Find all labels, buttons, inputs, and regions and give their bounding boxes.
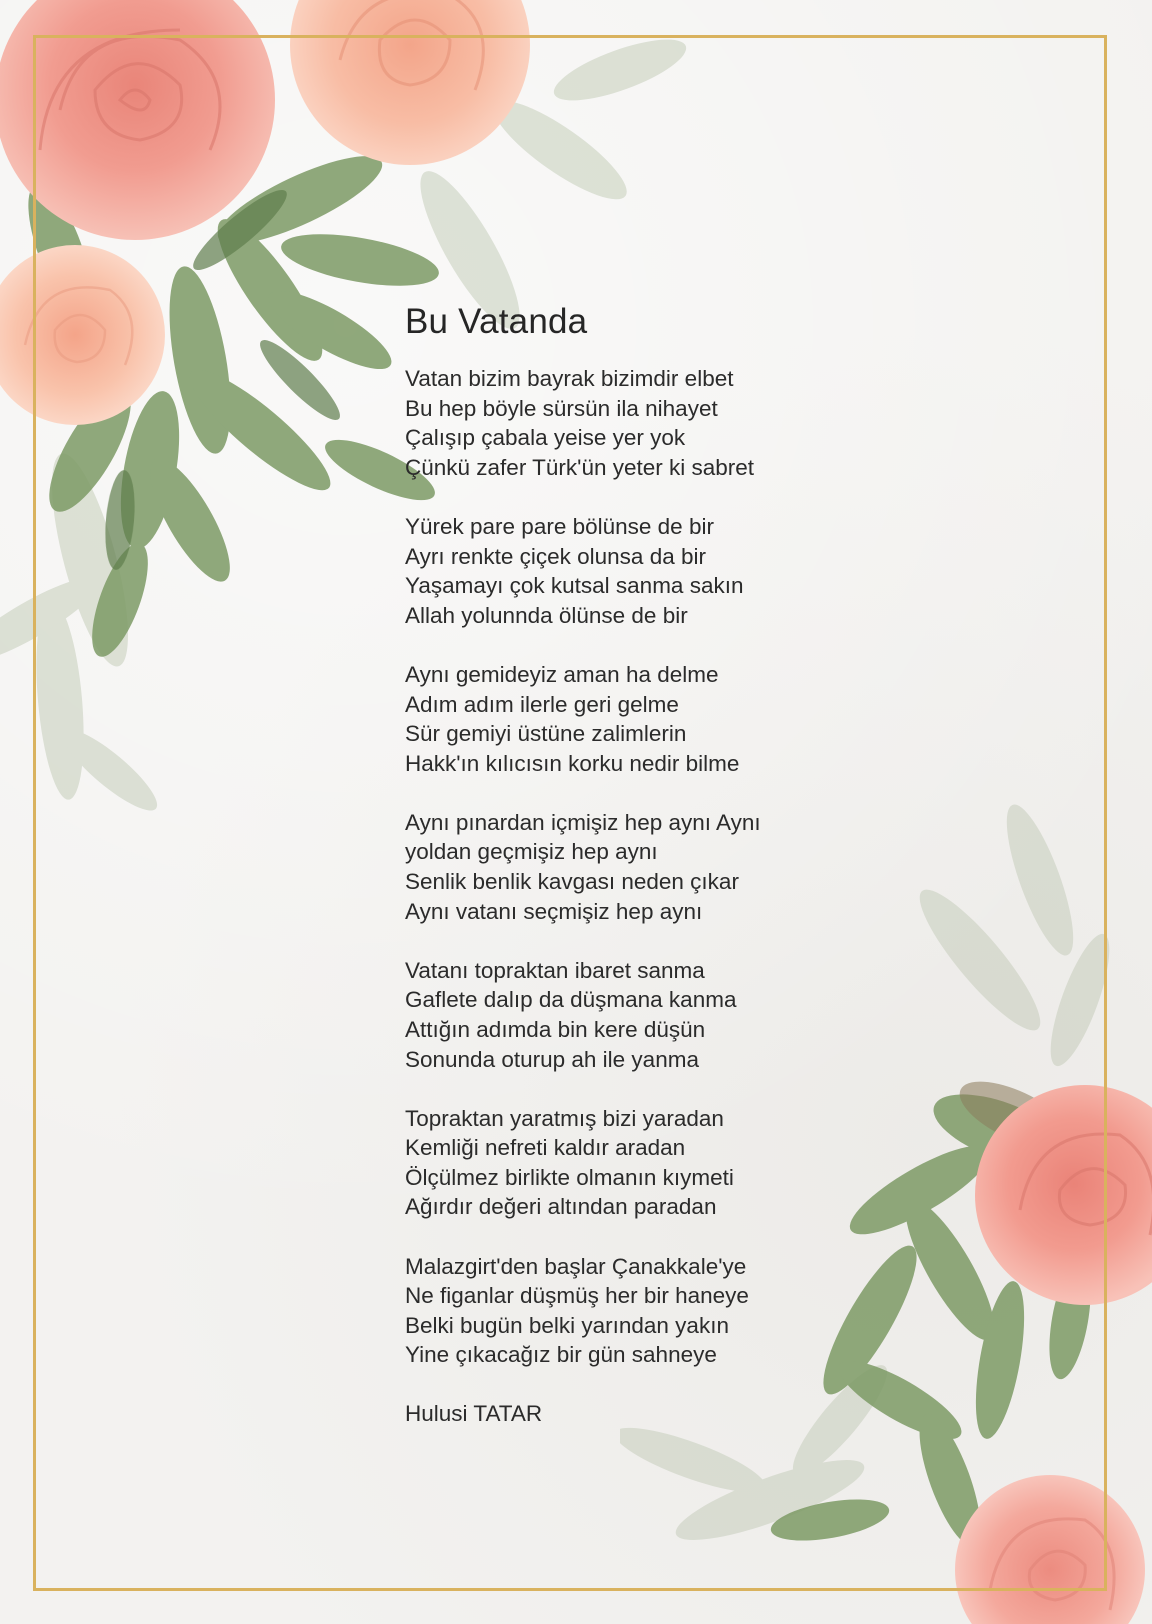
poem-title: Bu Vatanda [405,302,588,341]
poem-line: Bu hep böyle sürsün ila nihayet [405,395,718,421]
poem-line: Topraktan yaratmış bizi yaradan [405,1105,724,1131]
stanza [405,512,825,630]
stanza [405,364,825,482]
poem-line: Ayrı renkte çiçek olunsa da bir [405,543,706,569]
poem-line: Senlik benlik kavgası neden çıkar [405,869,739,895]
poem-line: Attığın adımda bin kere düşün [405,1016,706,1042]
poem-line: Ağırdır değeri altından paradan [405,1194,717,1220]
poem-line: Yürek pare pare bölünse de bir [405,514,714,540]
poem-line: Gaflete dalıp da düşmana kanma [405,987,737,1013]
poem-line: Çalışıp çabala yeise yer yok [405,425,686,451]
poem-line: Vatan bizim bayrak bizimdir elbet [405,366,734,392]
poem-line: Belki bugün belki yarından yakın [405,1312,729,1338]
poem [405,302,825,1429]
poem-line: Sür gemiyi üstüne zalimlerin [405,721,687,747]
poem-line: Adım adım ilerle geri gelme [405,691,679,717]
poem-line: Ne figanlar düşmüş her bir haneye [405,1283,749,1309]
poem-line: Malazgirt'den başlar Çanakkale'ye [405,1253,747,1279]
poem-line: Sonunda oturup ah ile yanma [405,1046,699,1072]
poem-author: Hulusi TATAR [405,1401,543,1427]
poem-line: Vatanı topraktan ibaret sanma [405,957,705,983]
poem-line: yoldan geçmişiz hep aynı [405,839,658,865]
poem-line: Aynı gemideyiz aman ha delme [405,662,719,687]
stanza [405,660,825,778]
stanza [405,1252,825,1370]
poem-line: Hakk'ın kılıcısın korku nedir bilme [405,750,740,776]
poem-line: Yine çıkacağız bir gün sahneye [405,1342,717,1368]
poem-line: Çünkü zafer Türk'ün yeter ki sabret [405,455,755,481]
poem-line: Aynı vatanı seçmişiz hep aynı [405,898,703,924]
poem-line: Allah yolunnda ölünse de bir [405,602,688,628]
stanza [405,956,825,1074]
poem-line: Yaşamayı çok kutsal sanma sakın [405,573,744,599]
poem-line: Ölçülmez birlikte olmanın kıymeti [405,1164,734,1190]
stanza [405,808,825,926]
poem-line: Kemliği nefreti kaldır aradan [405,1135,686,1161]
stanza [405,1104,825,1222]
poem-line: Aynı pınardan içmişiz hep aynı Aynı [405,809,761,835]
